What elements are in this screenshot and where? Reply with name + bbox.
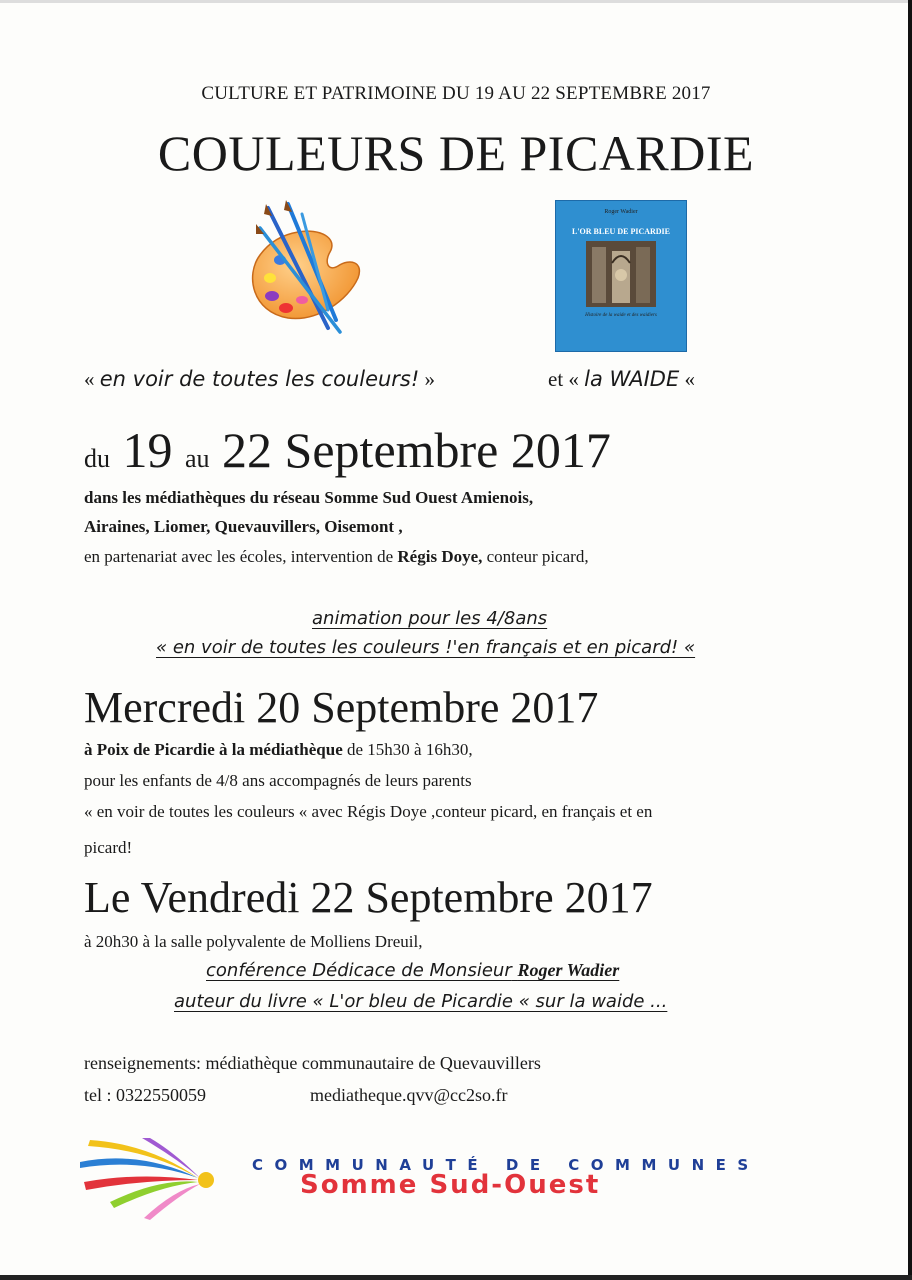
conference-line-2: auteur du livre « L'or bleu de Picardie « sur la waide ... [174, 991, 668, 1012]
book-subtitle: Histoire de la waide et des waidiers [585, 313, 657, 318]
friday-place: à 20h30 à la salle polyvalente de Molliens Dreuil, [84, 932, 423, 951]
book-author: Roger Wadier [604, 209, 638, 215]
wednesday-place [84, 740, 473, 760]
scan-edge-right [908, 0, 912, 1280]
conference-line-1 [206, 960, 619, 981]
partner-name: Régis Doye, [397, 547, 483, 566]
cathedral-photo-icon [586, 241, 656, 307]
open-quote-3: « [684, 367, 696, 391]
logo-text-top: COMMUNAUTÉ DE COMMUNES [252, 1156, 760, 1174]
slogan-colors-text: en voir de toutes les couleurs! [99, 367, 420, 391]
contact-info: renseignements: médiathèque communautaire de Quevauvillers [84, 1053, 541, 1073]
period-du: du [84, 444, 110, 473]
logo-text-bottom: Somme Sud-Ouest [300, 1170, 601, 1200]
paint-palette-icon [240, 200, 375, 340]
animation-line-2: « en voir de toutes les couleurs !'en français et en picard! « [156, 637, 696, 658]
wednesday-place-text: à Poix de Picardie à la médiathèque [84, 740, 343, 759]
book-title: L'OR BLEU DE PICARDIE [571, 227, 670, 236]
partner-line [84, 547, 589, 567]
et-word: et [548, 367, 564, 391]
animation-line-1: animation pour les 4/8ans [312, 608, 548, 629]
slogan-colors [84, 367, 435, 392]
period-rest: 22 Septembre 2017 [222, 422, 611, 478]
period-au: au [185, 444, 210, 473]
scan-edge-top [0, 0, 912, 3]
period-day1: 19 [122, 422, 173, 478]
wednesday-desc: « en voir de toutes les couleurs « avec Régis Doye ,conteur picard, en français et en [84, 802, 653, 821]
conference-prefix: conférence Dédicace de Monsieur [206, 960, 512, 981]
page-title: COULEURS DE PICARDIE [157, 125, 755, 181]
wednesday-time: de 15h30 à 16h30, [347, 740, 473, 759]
book-cover [555, 200, 687, 352]
wednesday-desc-end: picard! [84, 838, 133, 857]
venues-line-1: dans les médiathèques du réseau Somme Sud Ouest Amienois, [84, 488, 534, 507]
supertitle: CULTURE ET PATRIMOINE DU 19 AU 22 SEPTEMBRE 2017 [201, 83, 711, 104]
partner-suffix: conteur picard, [486, 547, 589, 566]
contact-email: mediatheque.qvv@cc2so.fr [310, 1085, 508, 1105]
scan-edge-bottom [0, 1275, 912, 1280]
contact-phone: tel : 0322550059 [84, 1085, 206, 1105]
close-quote: » [424, 367, 436, 391]
partner-prefix: en partenariat avec les écoles, intervention de [84, 547, 394, 566]
open-quote: « [84, 367, 95, 391]
slogan-waide-text: la WAIDE [584, 367, 680, 391]
wednesday-audience: pour les enfants de 4/8 ans accompagnés de leurs parents [84, 771, 472, 790]
community-logo-icon [80, 1138, 235, 1220]
period-heading [84, 421, 611, 479]
slogan-waide [548, 367, 695, 392]
open-quote-2: « [568, 367, 579, 391]
wednesday-title: Mercredi 20 Septembre 2017 [84, 683, 599, 732]
venues-line-2: Airaines, Liomer, Quevauvillers, Oisemont , [84, 517, 403, 536]
conference-speaker: Roger Wadier [517, 960, 620, 980]
friday-title: Le Vendredi 22 Septembre 2017 [84, 873, 653, 922]
